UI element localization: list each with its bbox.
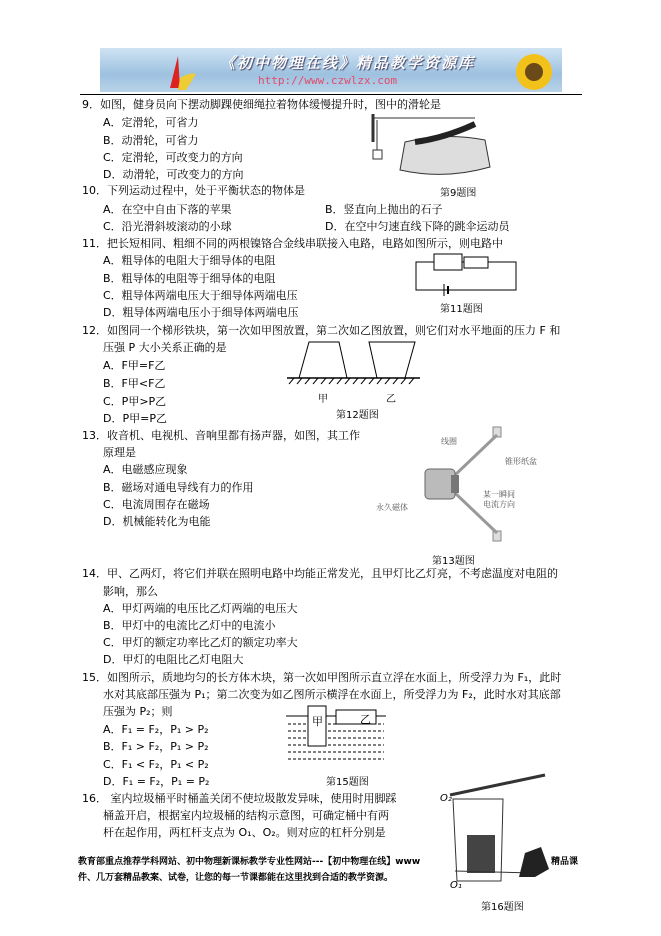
question-16-stem-cont2: 杆在起作用，两杠杆支点为 O₁、O₂。则对应的杠杆分别是	[103, 826, 386, 839]
option-b: B．F₁ > F₂，P₁ > P₂	[103, 740, 209, 753]
option-c: C．F₁ < F₂，P₁ < P₂	[103, 758, 209, 771]
q12-trapezoid-figure	[287, 340, 422, 385]
option-b: B．磁场对通电导线有力的作用	[103, 481, 254, 494]
question-14-stem-cont: 影响，那么	[103, 585, 158, 598]
sunflower-icon	[510, 48, 556, 92]
question-15-stem-cont: 水对其底部压强为 P₁；第二次变为如乙图所示横浮在水面上，所受浮力为 F₂，此时水对其底部	[103, 688, 561, 701]
q13-caption: 第13题图	[432, 556, 475, 567]
option-c: C．电流周围存在磁场	[103, 498, 210, 511]
option-d: D．动滑轮，可改变力的方向	[103, 168, 244, 181]
option-b: B．竖直向上抛出的石子	[325, 203, 443, 216]
option-c: C．P甲>P乙	[103, 395, 167, 408]
option-a: A．F甲=F乙	[103, 359, 166, 372]
label-coil: 线圈	[441, 437, 457, 446]
question-15-stem: 15．如图所示，质地均匀的长方体木块，第一次如甲图所示直立浮在水面上，所受浮力为 F₁，此时	[82, 671, 562, 684]
question-15-stem-cont2: 压强为 P₂；则	[103, 705, 173, 718]
question-13-stem-cont: 原理是	[103, 446, 136, 459]
banner-url: http://www.czwlzx.com	[258, 74, 398, 87]
option-d: D．粗导体两端电压小于细导体两端电压	[103, 306, 299, 319]
q11-circuit-figure	[402, 250, 522, 298]
label-magnet: 永久磁体	[376, 503, 408, 512]
option-c: C．定滑轮，可改变力的方向	[103, 151, 243, 164]
question-9-stem: 9．如图，健身员向下摆动脚踝使细绳拉着物体缓慢提升时，图中的滑轮是	[82, 98, 441, 111]
option-d: D．在空中匀速直线下降的跳伞运动员	[325, 220, 510, 233]
footer-line-2: 件、几万套精品教案、试卷，让您的每一节课都能在这里找到合适的教学资源。	[78, 873, 394, 883]
option-c: C．甲灯的额定功率比乙灯的额定功率大	[103, 636, 298, 649]
question-11-stem: 11．把长短相同、粗细不同的两根镍铬合金线串联接入电路，电路如图所示，则电路中	[82, 237, 503, 250]
q16-caption: 第16题图	[481, 902, 524, 913]
option-a: A．粗导体的电阻大于细导体的电阻	[103, 254, 276, 267]
question-12-stem-cont: 压强 P 大小关系正确的是	[103, 341, 227, 354]
label-instant: 某一瞬间	[483, 490, 515, 499]
q9-caption: 第9题图	[440, 188, 477, 199]
q15-label-jia: 甲	[312, 715, 323, 728]
option-b: B．F甲<F乙	[103, 377, 166, 390]
option-d: D．机械能转化为电能	[103, 515, 211, 528]
banner-title: 《初中物理在线》精品教学资源库	[220, 54, 476, 72]
q15-caption: 第15题图	[326, 777, 369, 788]
option-a: A．电磁感应现象	[103, 463, 188, 476]
question-12-stem: 12．如图同一个梯形铁块，第一次如甲图放置，第二次如乙图放置，则它们对水平地面的压力 F 和	[82, 324, 561, 337]
question-13-stem: 13．收音机、电视机、音响里都有扬声器，如图，其工作	[82, 429, 360, 442]
q16-trash-can-figure	[445, 773, 565, 903]
q12-label-yi: 乙	[386, 394, 396, 405]
header-rule	[80, 94, 582, 95]
option-d: D．甲灯的电阻比乙灯电阻大	[103, 653, 244, 666]
q9-figure-fitness	[365, 112, 495, 182]
q15-label-yi: 乙	[360, 713, 371, 726]
option-a: A．甲灯两端的电压比乙灯两端的电压大	[103, 602, 298, 615]
label-cone: 锥形纸盆	[505, 457, 537, 466]
site-banner	[100, 48, 562, 92]
label-o1: O₁	[450, 880, 462, 891]
q12-label-jia: 甲	[318, 394, 328, 405]
option-b: B．粗导体的电阻等于细导体的电阻	[103, 272, 276, 285]
option-d: D．F₁ = F₂，P₁ = P₂	[103, 775, 210, 788]
option-d: D．P甲=P乙	[103, 412, 167, 425]
option-c: C．粗导体两端电压大于细导体两端电压	[103, 289, 298, 302]
footer-line-1: 教育部重点推荐学科网站、初中物理新课标教学专业性网站---【初中物理在线】www	[78, 857, 421, 867]
question-16-stem-cont: 桶盖开启，根据室内垃圾桶的结构示意图，可确定桶中有两	[103, 809, 389, 822]
label-current-direction: 电流方向	[483, 500, 515, 509]
question-16-stem: 16． 室内垃圾桶平时桶盖关闭不使垃圾散发异味，使用时用脚踩	[82, 792, 397, 805]
option-a: A．定滑轮，可省力	[103, 116, 199, 129]
option-b: B．动滑轮，可省力	[103, 134, 199, 147]
option-a: A．F₁ = F₂，P₁ > P₂	[103, 723, 209, 736]
q15-floating-blocks-figure	[286, 704, 386, 766]
q11-caption: 第11题图	[440, 304, 483, 315]
q12-caption: 第12题图	[336, 410, 379, 421]
option-a: A．在空中自由下落的苹果	[103, 203, 232, 216]
site-logo-icon	[160, 52, 200, 92]
footer-line-1-end: 精品课	[551, 857, 579, 867]
question-14-stem: 14．甲、乙两灯，将它们并联在照明电路中均能正常发光，且甲灯比乙灯亮，不考虑温度对电阻的	[82, 567, 558, 580]
question-10-stem: 10．下列运动过程中，处于平衡状态的物体是	[82, 184, 305, 197]
option-b: B．甲灯中的电流比乙灯中的电流小	[103, 619, 276, 632]
option-c: C．沿光滑斜坡滚动的小球	[103, 220, 232, 233]
label-o2: O₂	[440, 793, 452, 804]
q13-speaker-figure	[415, 425, 535, 545]
